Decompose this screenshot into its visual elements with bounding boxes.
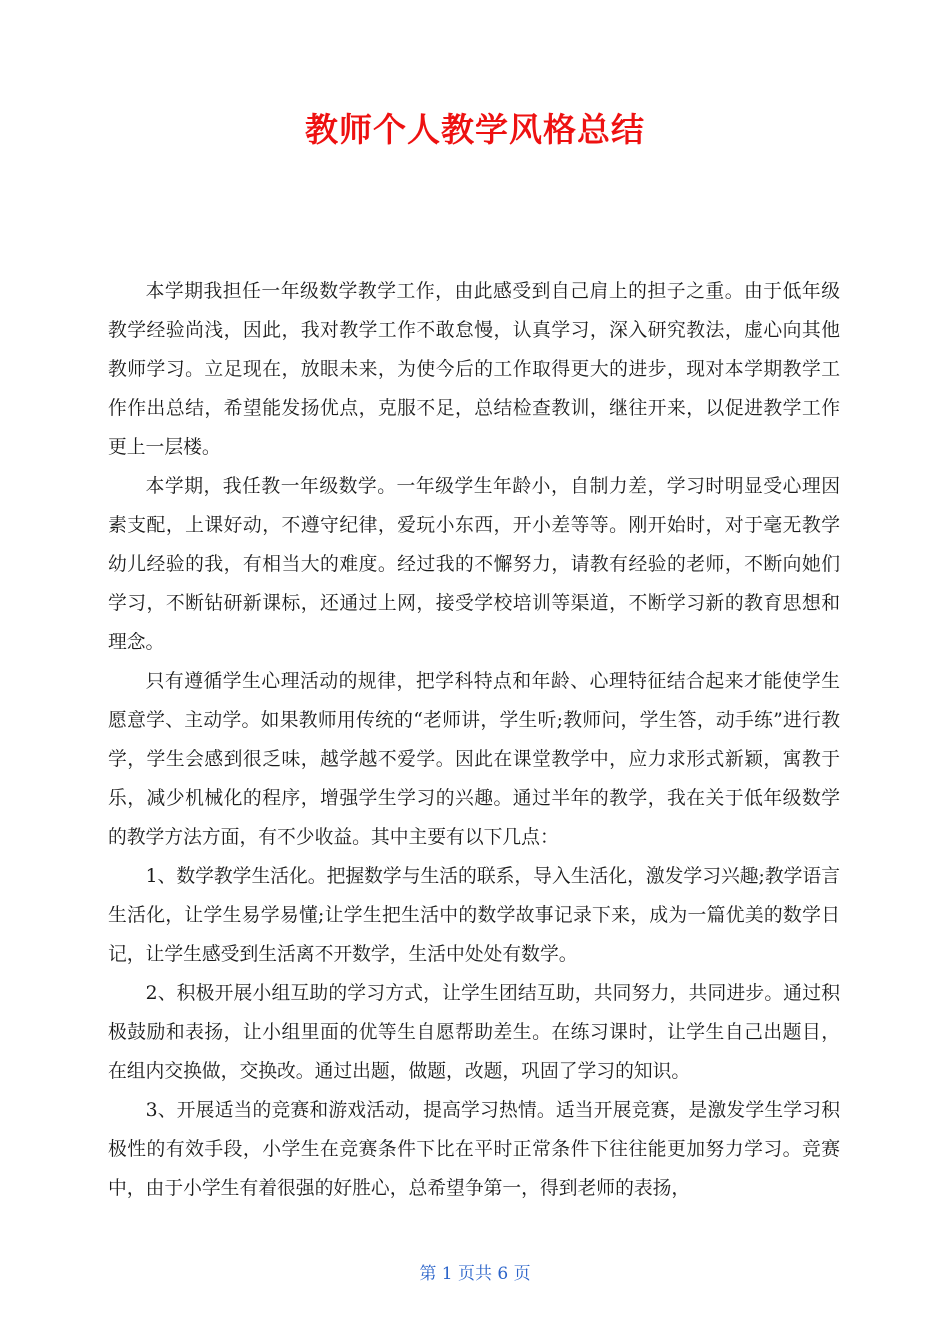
paragraph: 2、积极开展小组互助的学习方式，让学生团结互助，共同努力，共同进步。通过积极鼓励和表扬，让小组里面的优等生自愿帮助差生。在练习课时，让学生自己出题目，在组内交换做，交换改。通过出题，做题，改题，巩固了学习的知识。 (108, 983, 840, 1082)
document-body (108, 272, 840, 1208)
document-title: 教师个人教学风格总结 (305, 110, 645, 149)
paragraph: 1、数学教学生活化。把握数学与生活的联系，导入生活化，激发学习兴趣;教学语言生活化，让学生易学易懂;让学生把生活中的数学故事记录下来，成为一篇优美的数学日记，让学生感受到生活离不开数学，生活中处处有数学。 (108, 866, 840, 965)
paragraph: 只有遵循学生心理活动的规律，把学科特点和年龄、心理特征结合起来才能使学生愿意学、主动学。如果教师用传统的“老师讲，学生听;教师问，学生答，动手练”进行教学，学生会感到很乏味，越学越不爱学。因此在课堂教学中，应力求形式新颖，寓教于乐，减少机械化的程序，增强学生学习的兴趣。通过半年的教学，我在关于低年级数学的教学方法方面，有不少收益。其中主要有以下几点： (108, 671, 840, 848)
paragraph: 本学期，我任教一年级数学。一年级学生年龄小，自制力差，学习时明显受心理因素支配，上课好动，不遵守纪律，爱玩小东西，开小差等等。刚开始时，对于毫无教学幼儿经验的我，有相当大的难度。经过我的不懈努力，请教有经验的老师，不断向她们学习，不断钻研新课标，还通过上网，接受学校培训等渠道，不断学习新的教育思想和理念。 (108, 476, 840, 653)
paragraph: 本学期我担任一年级数学教学工作，由此感受到自己肩上的担子之重。由于低年级教学经验尚浅，因此，我对教学工作不敢怠慢，认真学习，深入研究教法，虚心向其他教师学习。立足现在，放眼未来，为使今后的工作取得更大的进步，现对本学期教学工作作出总结，希望能发扬优点，克服不足，总结检查教训，继往开来，以促进教学工作更上一层楼。 (108, 281, 840, 458)
paragraph: 3、开展适当的竞赛和游戏活动，提高学习热情。适当开展竞赛，是激发学生学习积极性的有效手段，小学生在竞赛条件下比在平时正常条件下往往能更加努力学习。竞赛中，由于小学生有着很强的好胜心，总希望争第一，得到老师的表扬， (108, 1100, 840, 1199)
page-footer: 第 1 页共 6 页 (419, 1264, 531, 1284)
